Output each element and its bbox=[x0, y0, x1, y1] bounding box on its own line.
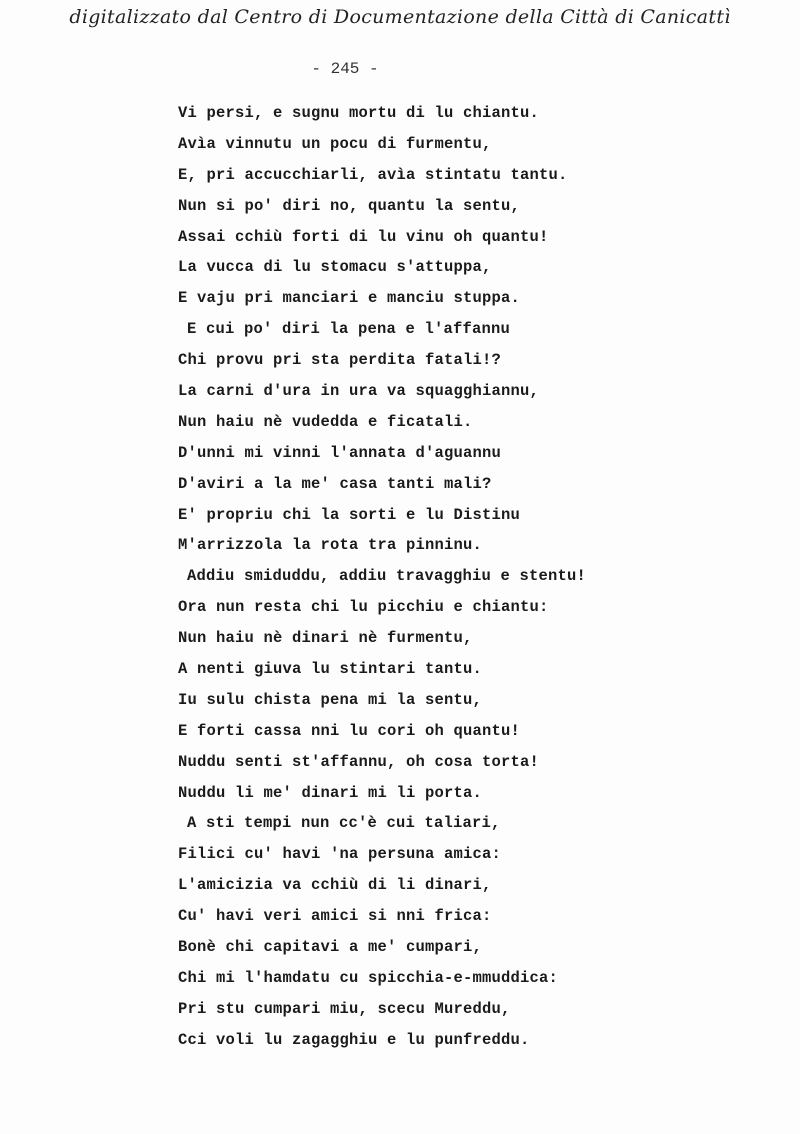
verse-line: Filici cu' havi 'na persuna amica: bbox=[178, 845, 502, 864]
verse-line: L'amicizia va cchiù di li dinari, bbox=[178, 876, 492, 895]
verse-line: Cci voli lu zagagghiu e lu punfreddu. bbox=[178, 1030, 530, 1049]
verse-line: Addiu smiduddu, addiu travagghiu e stentu! bbox=[187, 567, 587, 586]
verse-line: Pri stu cumpari miu, scecu Mureddu, bbox=[178, 999, 511, 1018]
verse-line: Nun si po' diri no, quantu la sentu, bbox=[178, 196, 521, 215]
poem-text bbox=[178, 98, 738, 1056]
verse-line: E cui po' diri la pena e l'affannu bbox=[187, 320, 511, 339]
verse-line: E' propriu chi la sorti e lu Distinu bbox=[178, 505, 521, 524]
verse-line: Nuddu li me' dinari mi li porta. bbox=[178, 783, 483, 802]
verse-line: Nun haiu nè dinari nè furmentu, bbox=[178, 629, 473, 648]
verse-line: Bonè chi capitavi a me' cumpari, bbox=[178, 938, 483, 957]
verse-line: Chi mi l'hamdatu cu spicchia-e-mmuddica: bbox=[178, 968, 559, 987]
verse-line: Vi persi, e sugnu mortu di lu chiantu. bbox=[178, 104, 540, 122]
digitization-watermark: digitalizzato dal Centro di Documentazione della Città di Canicattì bbox=[69, 6, 731, 28]
verse-line: E vaju pri manciari e manciu stuppa. bbox=[178, 289, 521, 308]
verse-line: La carni d'ura in ura va squagghiannu, bbox=[178, 382, 540, 401]
verse-line: Nuddu senti st'affannu, oh cosa torta! bbox=[178, 752, 540, 771]
verse-line: Iu sulu chista pena mi la sentu, bbox=[178, 690, 483, 709]
verse-line: E, pri accucchiarli, avìa stintatu tantu. bbox=[178, 165, 568, 184]
verse-line: E forti cassa nni lu cori oh quantu! bbox=[178, 721, 521, 740]
verse-line: D'unni mi vinni l'annata d'aguannu bbox=[178, 443, 502, 462]
page-number: - 245 - bbox=[311, 60, 379, 78]
verse-line: A sti tempi nun cc'è cui taliari, bbox=[187, 814, 501, 833]
verse-line: Cu' havi veri amici si nni frica: bbox=[178, 907, 492, 926]
verse-line: Ora nun resta chi lu picchiu e chiantu: bbox=[178, 598, 549, 617]
verse-line: A nenti giuva lu stintari tantu. bbox=[178, 660, 483, 679]
verse-line: D'aviri a la me' casa tanti mali? bbox=[178, 474, 492, 493]
verse-line: Assai cchiù forti di lu vinu oh quantu! bbox=[178, 227, 549, 246]
verse-line: M'arrizzola la rota tra pinninu. bbox=[178, 536, 483, 555]
verse-line: Chi provu pri sta perdita fatali!? bbox=[178, 351, 502, 370]
verse-line: Avìa vinnutu un pocu di furmentu, bbox=[178, 134, 492, 153]
verse-line: La vucca di lu stomacu s'attuppa, bbox=[178, 258, 492, 277]
verse-line: Nun haiu nè vudedda e ficatali. bbox=[178, 412, 473, 431]
